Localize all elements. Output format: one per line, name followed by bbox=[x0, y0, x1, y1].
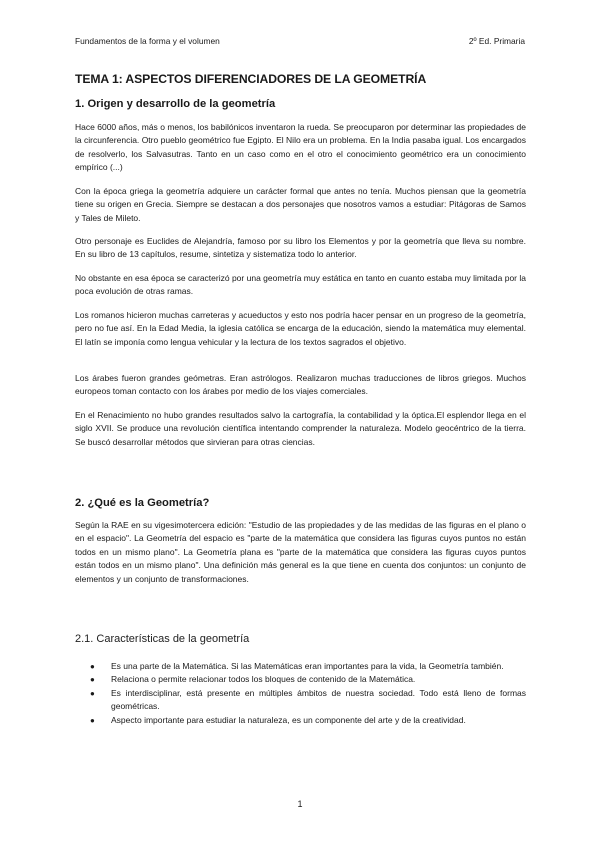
section-1-heading: 1. Origen y desarrollo de la geometría bbox=[75, 98, 276, 110]
section-2-1-heading: 2.1. Características de la geometría bbox=[75, 633, 250, 645]
header-course: Fundamentos de la forma y el volumen bbox=[75, 36, 220, 46]
section-1-paragraph-5: Los romanos hicieron muchas carreteras y acueductos y esto nos podría hacer pensar en un progreso de la geometría, pero no fue así. En la Edad Media, la iglesia católica se encarga de la educación, siendo la matemática muy elemental. El latín se imponía como lengua vehicular y la lectura de los textos sagrados el objetivo. bbox=[75, 310, 526, 347]
section-1-paragraph-1: Hace 6000 años, más o menos, los babilónicos inventaron la rueda. Se preocuparon por determinar las propiedades de la circunferencia. Otro pueblo geométrico fue Egipto. El Nilo era un problema. En la India pasaba igual. Los encargados de resolverlo, los Salvasutras. Tanto en un caso como en el otro el conocimiento geométrico era un conocimiento empírico (...) bbox=[75, 122, 526, 173]
bullet-icon: ● bbox=[90, 662, 95, 671]
list-item-text: Aspecto importante para estudiar la naturaleza, es un componente del arte y de la creatividad. bbox=[111, 714, 466, 725]
list-item-text: Es interdisciplinar, está presente en múltiples ámbitos de nuestra sociedad. Todo está lleno de formas geométricas. bbox=[111, 687, 526, 712]
list-item-text: Relaciona o permite relacionar todos los bloques de contenido de la Matemática. bbox=[111, 674, 416, 685]
characteristics-list bbox=[75, 660, 526, 727]
section-1-paragraph-6: Los árabes fueron grandes geómetras. Eran astrólogos. Realizaron muchas traducciones de libros griegos. Muchos europeos toman contacto con los árabes por medio de los viajes comerciales. bbox=[75, 373, 526, 397]
list-item bbox=[75, 660, 526, 673]
section-2-paragraph: Según la RAE en su vigesimotercera edición: "Estudio de las propiedades y de las medidas de las figuras en el plano o en el espacio". La Geometría del espacio es "parte de la matemática que considera las figuras cuyos puntos no están todos en un mismo plano". La Geometría plana es "parte de la matemática que considera las figuras cuyos puntos están todos en un mismo plano". Una definición más general es la que tiene en cuenta dos conjuntos: un conjunto de elementos y un conjunto de transformaciones. bbox=[75, 520, 526, 584]
section-1-paragraph-4: No obstante en esa época se caracterizó por una geometría muy estática en tanto en cuanto estaba muy limitada por la poca evolución de otras ramas. bbox=[75, 273, 526, 297]
document-title: TEMA 1: ASPECTOS DIFERENCIADORES DE LA GEOMETRÍA bbox=[75, 72, 427, 86]
header-grade: 2º Ed. Primaria bbox=[468, 36, 525, 46]
section-2-heading: 2. ¿Qué es la Geometría? bbox=[75, 497, 210, 509]
list-item-text: Es una parte de la Matemática. Si las Matemáticas eran importantes para la vida, la Geometría también. bbox=[111, 661, 504, 671]
section-1-paragraph-3: Otro personaje es Euclides de Alejandría, famoso por su libro los Elementos y por la geometría que lleva su nombre. En su libro de 13 capítulos, resume, sintetiza y sistematiza todo lo anterior. bbox=[75, 236, 526, 260]
bullet-icon: ● bbox=[90, 675, 95, 685]
page-number: 1 bbox=[297, 799, 303, 809]
section-1-paragraph-7: En el Renacimiento no hubo grandes resultados salvo la cartografía, la contabilidad y la óptica.El esplendor llega en el siglo XVII. Se produce una revolución científica intentando comprender la naturaleza. Modelo geocéntrico de la tierra. Se buscó desarrollar métodos que sirvieran para otras ciencias. bbox=[75, 410, 526, 447]
bullet-icon: ● bbox=[90, 715, 95, 725]
section-1-paragraph-2: Con la época griega la geometría adquiere un carácter formal que antes no tenía. Muchos piensan que la geometría tiene su origen en Grecia. Siempre se destacan a dos personajes que nosotros vamos a estudiar: Pitágoras de Samos y Tales de Mileto. bbox=[75, 186, 526, 223]
page-header bbox=[75, 36, 525, 46]
bullet-icon: ● bbox=[90, 688, 95, 698]
list-item bbox=[75, 714, 526, 727]
list-item bbox=[75, 673, 526, 686]
list-item bbox=[75, 687, 526, 714]
